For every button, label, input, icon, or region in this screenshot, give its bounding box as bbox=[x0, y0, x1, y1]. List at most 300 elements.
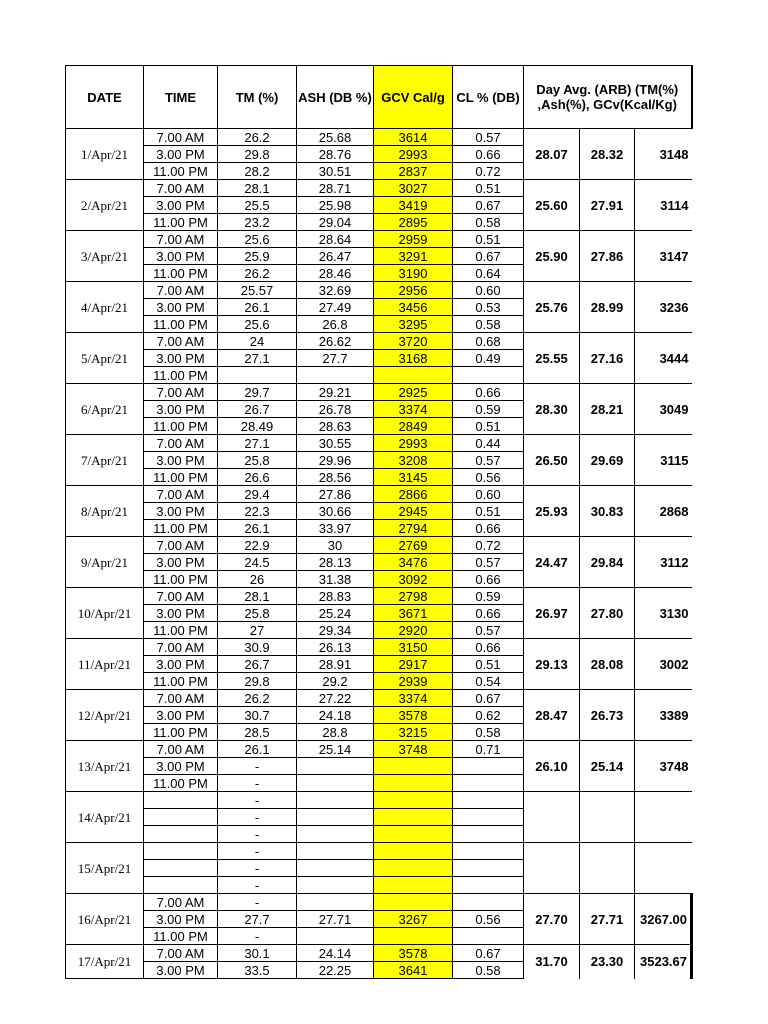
avg-tm-cell: 24.47 bbox=[524, 537, 580, 588]
gcv-cell: 3456 bbox=[374, 299, 453, 316]
avg-tm-cell: 29.13 bbox=[524, 639, 580, 690]
tm-cell: 25.8 bbox=[218, 452, 297, 469]
avg-tm-cell: 25.76 bbox=[524, 282, 580, 333]
avg-tm-cell: 25.93 bbox=[524, 486, 580, 537]
tm-cell: 26 bbox=[218, 571, 297, 588]
gcv-cell: 3168 bbox=[374, 350, 453, 367]
avg-gcv-cell: 3748 bbox=[635, 741, 692, 792]
gcv-cell: 3578 bbox=[374, 945, 453, 962]
cl-cell: 0.66 bbox=[453, 384, 524, 401]
ash-cell: 30 bbox=[297, 537, 374, 554]
gcv-cell: 3720 bbox=[374, 333, 453, 350]
tm-cell: 26.7 bbox=[218, 656, 297, 673]
gcv-cell: 3748 bbox=[374, 741, 453, 758]
table-row bbox=[66, 231, 692, 248]
tm-cell: 26.2 bbox=[218, 690, 297, 707]
ash-cell: 28.13 bbox=[297, 554, 374, 571]
ash-cell: 28.63 bbox=[297, 418, 374, 435]
header-row bbox=[66, 66, 692, 129]
tm-cell: 22.3 bbox=[218, 503, 297, 520]
tm-cell: 26.7 bbox=[218, 401, 297, 418]
avg-ash-cell: 28.99 bbox=[580, 282, 635, 333]
cl-cell: 0.66 bbox=[453, 605, 524, 622]
gcv-cell: 3092 bbox=[374, 571, 453, 588]
ash-cell: 27.86 bbox=[297, 486, 374, 503]
avg-ash-cell: 28.08 bbox=[580, 639, 635, 690]
time-cell: 3.00 PM bbox=[144, 452, 218, 469]
ash-cell: 30.66 bbox=[297, 503, 374, 520]
tm-cell: 25.6 bbox=[218, 231, 297, 248]
cl-cell: 0.51 bbox=[453, 656, 524, 673]
table-row bbox=[66, 690, 692, 707]
avg-tm-cell: 26.97 bbox=[524, 588, 580, 639]
cl-cell: 0.56 bbox=[453, 911, 524, 928]
cl-cell: 0.66 bbox=[453, 520, 524, 537]
cl-cell bbox=[453, 877, 524, 894]
cl-cell bbox=[453, 367, 524, 384]
cl-cell bbox=[453, 775, 524, 792]
ash-cell: 27.7 bbox=[297, 350, 374, 367]
gcv-cell: 3145 bbox=[374, 469, 453, 486]
tm-cell: 26.2 bbox=[218, 129, 297, 146]
date-cell: 13/Apr/21 bbox=[66, 741, 144, 792]
gcv-cell: 3291 bbox=[374, 248, 453, 265]
ash-cell bbox=[297, 792, 374, 809]
time-cell bbox=[144, 826, 218, 843]
ash-cell: 33.97 bbox=[297, 520, 374, 537]
header-ash: ASH (DB %) bbox=[297, 66, 374, 129]
ash-cell: 30.55 bbox=[297, 435, 374, 452]
time-cell: 7.00 AM bbox=[144, 741, 218, 758]
time-cell: 3.00 PM bbox=[144, 350, 218, 367]
ash-cell bbox=[297, 894, 374, 911]
gcv-cell bbox=[374, 367, 453, 384]
table-row bbox=[66, 333, 692, 350]
avg-tm-cell: 31.70 bbox=[524, 945, 580, 979]
ash-cell bbox=[297, 367, 374, 384]
ash-cell: 25.98 bbox=[297, 197, 374, 214]
gcv-cell: 3476 bbox=[374, 554, 453, 571]
gcv-cell: 3641 bbox=[374, 962, 453, 979]
ash-cell: 26.13 bbox=[297, 639, 374, 656]
time-cell: 7.00 AM bbox=[144, 129, 218, 146]
gcv-cell: 2993 bbox=[374, 435, 453, 452]
gcv-cell bbox=[374, 792, 453, 809]
time-cell: 11.00 PM bbox=[144, 469, 218, 486]
avg-ash-cell: 27.91 bbox=[580, 180, 635, 231]
avg-gcv-cell: 2868 bbox=[635, 486, 692, 537]
date-cell: 12/Apr/21 bbox=[66, 690, 144, 741]
tm-cell: 27 bbox=[218, 622, 297, 639]
avg-gcv-cell: 3002 bbox=[635, 639, 692, 690]
time-cell: 7.00 AM bbox=[144, 180, 218, 197]
gcv-cell: 3374 bbox=[374, 401, 453, 418]
cl-cell: 0.68 bbox=[453, 333, 524, 350]
time-cell: 11.00 PM bbox=[144, 316, 218, 333]
avg-ash-cell: 26.73 bbox=[580, 690, 635, 741]
tm-cell: 29.7 bbox=[218, 384, 297, 401]
avg-ash-cell: 27.80 bbox=[580, 588, 635, 639]
cl-cell: 0.72 bbox=[453, 163, 524, 180]
gcv-cell: 3614 bbox=[374, 129, 453, 146]
time-cell: 7.00 AM bbox=[144, 435, 218, 452]
time-cell: 3.00 PM bbox=[144, 605, 218, 622]
tm-cell: - bbox=[218, 809, 297, 826]
gcv-cell: 2866 bbox=[374, 486, 453, 503]
cl-cell: 0.67 bbox=[453, 197, 524, 214]
date-cell: 4/Apr/21 bbox=[66, 282, 144, 333]
avg-gcv-cell: 3115 bbox=[635, 435, 692, 486]
time-cell bbox=[144, 843, 218, 860]
tm-cell: 29.4 bbox=[218, 486, 297, 503]
ash-cell: 26.47 bbox=[297, 248, 374, 265]
avg-ash-cell: 28.32 bbox=[580, 129, 635, 180]
ash-cell: 29.96 bbox=[297, 452, 374, 469]
ash-cell bbox=[297, 843, 374, 860]
cl-cell: 0.59 bbox=[453, 401, 524, 418]
ash-cell: 28.91 bbox=[297, 656, 374, 673]
avg-gcv-cell: 3267.00 bbox=[635, 894, 692, 945]
time-cell: 7.00 AM bbox=[144, 537, 218, 554]
cl-cell: 0.51 bbox=[453, 418, 524, 435]
avg-gcv-cell: 3523.67 bbox=[635, 945, 692, 979]
gcv-cell: 3150 bbox=[374, 639, 453, 656]
gcv-cell: 3215 bbox=[374, 724, 453, 741]
tm-cell: 26.2 bbox=[218, 265, 297, 282]
tm-cell: 28.1 bbox=[218, 588, 297, 605]
tm-cell: 27.7 bbox=[218, 911, 297, 928]
time-cell: 3.00 PM bbox=[144, 656, 218, 673]
gcv-cell: 3208 bbox=[374, 452, 453, 469]
time-cell: 7.00 AM bbox=[144, 333, 218, 350]
time-cell: 7.00 AM bbox=[144, 282, 218, 299]
gcv-cell bbox=[374, 758, 453, 775]
time-cell: 3.00 PM bbox=[144, 911, 218, 928]
table-row bbox=[66, 129, 692, 146]
ash-cell: 25.24 bbox=[297, 605, 374, 622]
gcv-cell: 2920 bbox=[374, 622, 453, 639]
tm-cell: - bbox=[218, 843, 297, 860]
gcv-cell bbox=[374, 860, 453, 877]
date-cell: 9/Apr/21 bbox=[66, 537, 144, 588]
time-cell: 3.00 PM bbox=[144, 146, 218, 163]
avg-ash-cell bbox=[580, 843, 635, 894]
ash-cell: 22.25 bbox=[297, 962, 374, 979]
cl-cell: 0.62 bbox=[453, 707, 524, 724]
gcv-cell: 3267 bbox=[374, 911, 453, 928]
gcv-cell bbox=[374, 843, 453, 860]
avg-ash-cell: 29.69 bbox=[580, 435, 635, 486]
avg-gcv-cell: 3389 bbox=[635, 690, 692, 741]
avg-gcv-cell bbox=[635, 792, 692, 843]
avg-ash-cell: 27.71 bbox=[580, 894, 635, 945]
gcv-cell: 3295 bbox=[374, 316, 453, 333]
ash-cell: 26.8 bbox=[297, 316, 374, 333]
time-cell bbox=[144, 877, 218, 894]
ash-cell bbox=[297, 877, 374, 894]
time-cell bbox=[144, 792, 218, 809]
time-cell: 7.00 AM bbox=[144, 486, 218, 503]
tm-cell: 25.6 bbox=[218, 316, 297, 333]
cl-cell: 0.57 bbox=[453, 622, 524, 639]
gcv-cell bbox=[374, 826, 453, 843]
cl-cell bbox=[453, 894, 524, 911]
ash-cell bbox=[297, 809, 374, 826]
table-body bbox=[66, 129, 692, 979]
date-cell: 15/Apr/21 bbox=[66, 843, 144, 894]
table-row bbox=[66, 741, 692, 758]
gcv-cell bbox=[374, 928, 453, 945]
cl-cell: 0.59 bbox=[453, 588, 524, 605]
gcv-cell bbox=[374, 877, 453, 894]
ash-cell: 26.62 bbox=[297, 333, 374, 350]
gcv-cell: 2956 bbox=[374, 282, 453, 299]
cl-cell: 0.67 bbox=[453, 690, 524, 707]
gcv-cell: 2798 bbox=[374, 588, 453, 605]
cl-cell bbox=[453, 843, 524, 860]
cl-cell: 0.66 bbox=[453, 571, 524, 588]
cl-cell: 0.66 bbox=[453, 146, 524, 163]
time-cell: 7.00 AM bbox=[144, 894, 218, 911]
gcv-cell bbox=[374, 894, 453, 911]
gcv-cell bbox=[374, 809, 453, 826]
time-cell: 11.00 PM bbox=[144, 673, 218, 690]
tm-cell: - bbox=[218, 792, 297, 809]
cl-cell: 0.58 bbox=[453, 316, 524, 333]
time-cell: 11.00 PM bbox=[144, 571, 218, 588]
ash-cell: 28.71 bbox=[297, 180, 374, 197]
tm-cell: 22.9 bbox=[218, 537, 297, 554]
date-cell: 7/Apr/21 bbox=[66, 435, 144, 486]
avg-ash-cell: 25.14 bbox=[580, 741, 635, 792]
date-cell: 16/Apr/21 bbox=[66, 894, 144, 945]
date-cell: 3/Apr/21 bbox=[66, 231, 144, 282]
gcv-cell: 2794 bbox=[374, 520, 453, 537]
table-row bbox=[66, 588, 692, 605]
table-row bbox=[66, 282, 692, 299]
avg-tm-cell: 26.50 bbox=[524, 435, 580, 486]
avg-gcv-cell: 3148 bbox=[635, 129, 692, 180]
avg-ash-cell: 27.86 bbox=[580, 231, 635, 282]
gcv-cell: 3671 bbox=[374, 605, 453, 622]
ash-cell: 27.71 bbox=[297, 911, 374, 928]
tm-cell: - bbox=[218, 775, 297, 792]
time-cell: 11.00 PM bbox=[144, 214, 218, 231]
cl-cell: 0.60 bbox=[453, 486, 524, 503]
cl-cell: 0.58 bbox=[453, 214, 524, 231]
table-header bbox=[66, 66, 692, 129]
time-cell: 7.00 AM bbox=[144, 690, 218, 707]
time-cell: 3.00 PM bbox=[144, 707, 218, 724]
time-cell: 11.00 PM bbox=[144, 622, 218, 639]
avg-tm-cell: 25.55 bbox=[524, 333, 580, 384]
ash-cell: 27.22 bbox=[297, 690, 374, 707]
avg-ash-cell: 23.30 bbox=[580, 945, 635, 979]
ash-cell: 25.68 bbox=[297, 129, 374, 146]
cl-cell: 0.67 bbox=[453, 248, 524, 265]
time-cell: 3.00 PM bbox=[144, 554, 218, 571]
gcv-cell: 2895 bbox=[374, 214, 453, 231]
cl-cell: 0.57 bbox=[453, 452, 524, 469]
table-row bbox=[66, 945, 692, 962]
cl-cell: 0.56 bbox=[453, 469, 524, 486]
gcv-cell: 2917 bbox=[374, 656, 453, 673]
tm-cell: 28.5 bbox=[218, 724, 297, 741]
ash-cell: 25.14 bbox=[297, 741, 374, 758]
tm-cell: 30.1 bbox=[218, 945, 297, 962]
tm-cell: 25.57 bbox=[218, 282, 297, 299]
tm-cell: 29.8 bbox=[218, 146, 297, 163]
tm-cell: 28.49 bbox=[218, 418, 297, 435]
date-cell: 11/Apr/21 bbox=[66, 639, 144, 690]
cl-cell: 0.58 bbox=[453, 962, 524, 979]
avg-gcv-cell: 3049 bbox=[635, 384, 692, 435]
tm-cell: - bbox=[218, 826, 297, 843]
cl-cell: 0.57 bbox=[453, 554, 524, 571]
tm-cell: 25.8 bbox=[218, 605, 297, 622]
header-tm: TM (%) bbox=[218, 66, 297, 129]
cl-cell: 0.66 bbox=[453, 639, 524, 656]
tm-cell: 30.7 bbox=[218, 707, 297, 724]
gcv-cell: 2925 bbox=[374, 384, 453, 401]
time-cell: 3.00 PM bbox=[144, 248, 218, 265]
ash-cell: 29.2 bbox=[297, 673, 374, 690]
cl-cell: 0.44 bbox=[453, 435, 524, 452]
avg-ash-cell: 28.21 bbox=[580, 384, 635, 435]
time-cell bbox=[144, 809, 218, 826]
avg-tm-cell: 28.30 bbox=[524, 384, 580, 435]
avg-gcv-cell: 3236 bbox=[635, 282, 692, 333]
avg-tm-cell: 28.07 bbox=[524, 129, 580, 180]
time-cell: 11.00 PM bbox=[144, 724, 218, 741]
ash-cell: 29.21 bbox=[297, 384, 374, 401]
date-cell: 8/Apr/21 bbox=[66, 486, 144, 537]
time-cell: 11.00 PM bbox=[144, 520, 218, 537]
time-cell: 3.00 PM bbox=[144, 401, 218, 418]
gcv-cell: 2837 bbox=[374, 163, 453, 180]
time-cell: 7.00 AM bbox=[144, 639, 218, 656]
ash-cell: 28.64 bbox=[297, 231, 374, 248]
ash-cell: 30.51 bbox=[297, 163, 374, 180]
avg-tm-cell bbox=[524, 792, 580, 843]
gcv-cell: 2939 bbox=[374, 673, 453, 690]
tm-cell: - bbox=[218, 894, 297, 911]
avg-gcv-cell: 3147 bbox=[635, 231, 692, 282]
header-time: TIME bbox=[144, 66, 218, 129]
tm-cell: 30.9 bbox=[218, 639, 297, 656]
time-cell: 7.00 AM bbox=[144, 588, 218, 605]
date-cell: 17/Apr/21 bbox=[66, 945, 144, 979]
time-cell bbox=[144, 860, 218, 877]
cl-cell bbox=[453, 792, 524, 809]
cl-cell: 0.58 bbox=[453, 724, 524, 741]
gcv-cell bbox=[374, 775, 453, 792]
gcv-cell: 3190 bbox=[374, 265, 453, 282]
gcv-cell: 3578 bbox=[374, 707, 453, 724]
ash-cell: 32.69 bbox=[297, 282, 374, 299]
cl-cell: 0.64 bbox=[453, 265, 524, 282]
time-cell: 3.00 PM bbox=[144, 197, 218, 214]
ash-cell: 29.04 bbox=[297, 214, 374, 231]
tm-cell: 33.5 bbox=[218, 962, 297, 979]
ash-cell bbox=[297, 775, 374, 792]
cl-cell: 0.51 bbox=[453, 231, 524, 248]
avg-gcv-cell: 3114 bbox=[635, 180, 692, 231]
cl-cell: 0.60 bbox=[453, 282, 524, 299]
gcv-cell: 2993 bbox=[374, 146, 453, 163]
ash-cell bbox=[297, 928, 374, 945]
avg-ash-cell: 29.84 bbox=[580, 537, 635, 588]
ash-cell: 26.78 bbox=[297, 401, 374, 418]
avg-tm-cell: 25.60 bbox=[524, 180, 580, 231]
cl-cell: 0.51 bbox=[453, 503, 524, 520]
ash-cell: 31.38 bbox=[297, 571, 374, 588]
avg-gcv-cell: 3112 bbox=[635, 537, 692, 588]
tm-cell: 24 bbox=[218, 333, 297, 350]
header-gcv: GCV Cal/g bbox=[374, 66, 453, 129]
time-cell: 3.00 PM bbox=[144, 299, 218, 316]
coal-quality-table bbox=[65, 65, 693, 979]
cl-cell: 0.54 bbox=[453, 673, 524, 690]
avg-ash-cell: 30.83 bbox=[580, 486, 635, 537]
table-row bbox=[66, 537, 692, 554]
ash-cell: 28.56 bbox=[297, 469, 374, 486]
tm-cell: 27.1 bbox=[218, 350, 297, 367]
tm-cell: 26.6 bbox=[218, 469, 297, 486]
date-cell: 10/Apr/21 bbox=[66, 588, 144, 639]
ash-cell bbox=[297, 826, 374, 843]
cl-cell: 0.49 bbox=[453, 350, 524, 367]
date-cell: 14/Apr/21 bbox=[66, 792, 144, 843]
table-row bbox=[66, 894, 692, 911]
avg-ash-cell: 27.16 bbox=[580, 333, 635, 384]
time-cell: 7.00 AM bbox=[144, 231, 218, 248]
gcv-cell: 2959 bbox=[374, 231, 453, 248]
cl-cell bbox=[453, 860, 524, 877]
avg-tm-cell bbox=[524, 843, 580, 894]
time-cell: 11.00 PM bbox=[144, 367, 218, 384]
time-cell: 7.00 AM bbox=[144, 384, 218, 401]
ash-cell: 24.14 bbox=[297, 945, 374, 962]
date-cell: 5/Apr/21 bbox=[66, 333, 144, 384]
table-row bbox=[66, 792, 692, 809]
cl-cell: 0.67 bbox=[453, 945, 524, 962]
time-cell: 3.00 PM bbox=[144, 962, 218, 979]
time-cell: 11.00 PM bbox=[144, 418, 218, 435]
avg-tm-cell: 26.10 bbox=[524, 741, 580, 792]
avg-gcv-cell: 3444 bbox=[635, 333, 692, 384]
cl-cell bbox=[453, 826, 524, 843]
cl-cell: 0.57 bbox=[453, 129, 524, 146]
table-row bbox=[66, 435, 692, 452]
ash-cell: 28.46 bbox=[297, 265, 374, 282]
time-cell: 11.00 PM bbox=[144, 928, 218, 945]
tm-cell: - bbox=[218, 860, 297, 877]
tm-cell: 23.2 bbox=[218, 214, 297, 231]
ash-cell: 28.76 bbox=[297, 146, 374, 163]
avg-ash-cell bbox=[580, 792, 635, 843]
ash-cell: 27.49 bbox=[297, 299, 374, 316]
header-day-avg: Day Avg. (ARB) (TM(%) ,Ash(%), GCv(Kcal/Kg) bbox=[524, 66, 692, 129]
cl-cell: 0.53 bbox=[453, 299, 524, 316]
tm-cell: 25.9 bbox=[218, 248, 297, 265]
tm-cell: 24.5 bbox=[218, 554, 297, 571]
avg-tm-cell: 27.70 bbox=[524, 894, 580, 945]
tm-cell: 28.1 bbox=[218, 180, 297, 197]
tm-cell: 26.1 bbox=[218, 299, 297, 316]
gcv-cell: 2849 bbox=[374, 418, 453, 435]
tm-cell: - bbox=[218, 928, 297, 945]
